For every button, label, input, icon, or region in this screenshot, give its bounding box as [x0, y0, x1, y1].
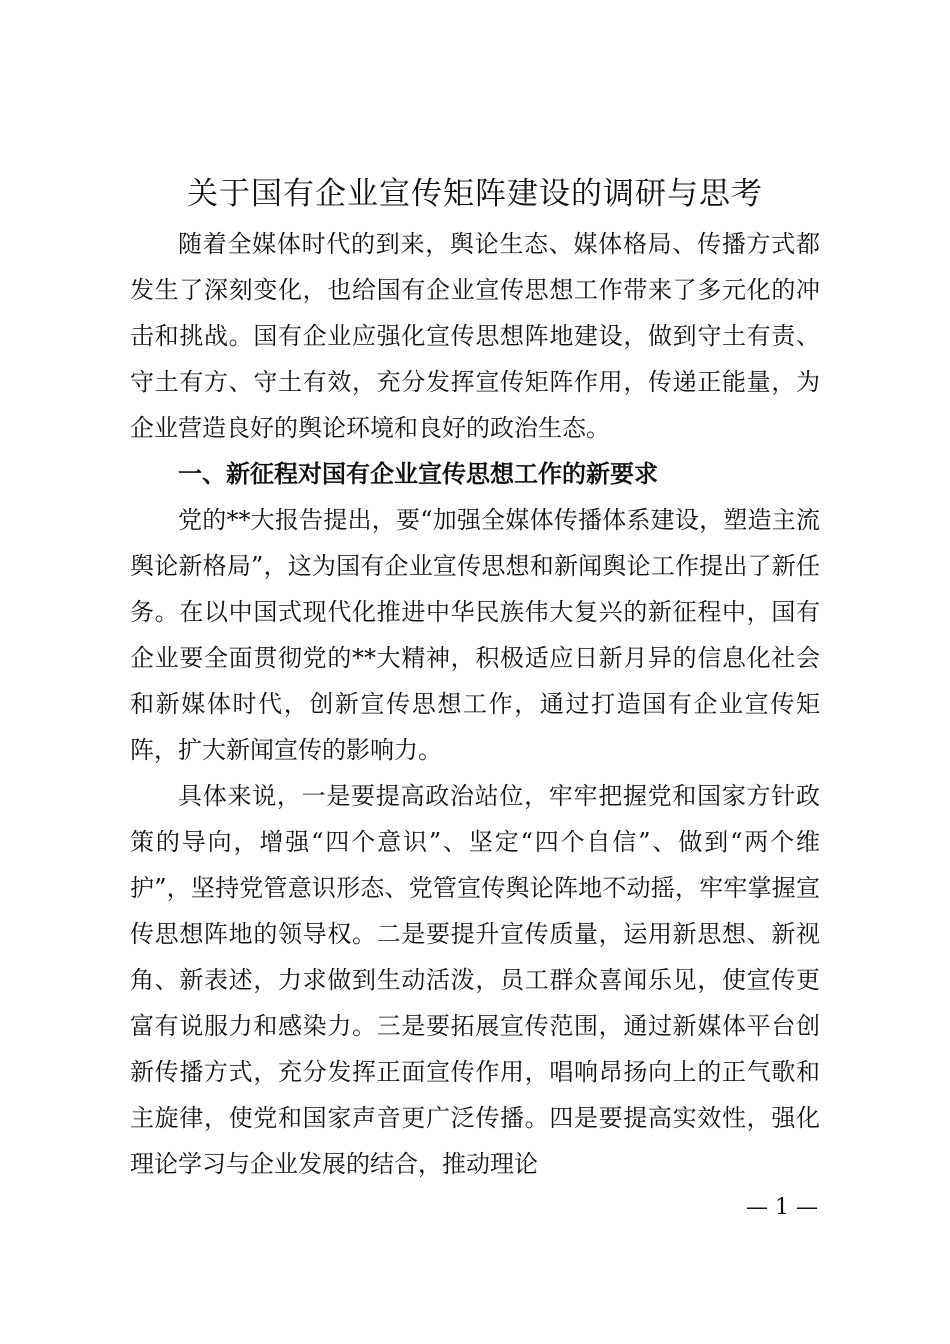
- paragraph-intro: 随着全媒体时代的到来，舆论生态、媒体格局、传播方式都发生了深刻变化，也给国有企业宣传思想工作带来了多元化的冲击和挑战。国有企业应强化宣传思想阵地建设，做到守土有责、守土有方、守土有效，充分发挥宣传矩阵作用，传递正能量，为企业营造良好的舆论环境和良好的政治生态。: [130, 230, 820, 442]
- page-number: — 1 —: [746, 1195, 818, 1220]
- paragraph-report: 党的**大报告提出，要“加强全媒体传播体系建设，塑造主流舆论新格局”，这为国有企业宣传思想和新闻舆论工作提出了新任务。在以中国式现代化推进中华民族伟大复兴的新征程中，国有企业要全面贯彻党的**大精神，积极适应日新月异的信息化社会和新媒体时代，创新宣传思想工作，通过打造国有企业宣传矩阵，扩大新闻宣传的影响力。: [130, 506, 820, 764]
- document-title: 关于国有企业宣传矩阵建设的调研与思考: [187, 176, 763, 212]
- section-heading: 一、新征程对国有企业宣传思想工作的新要求: [178, 460, 658, 488]
- paragraph-specifics: 具体来说，一是要提高政治站位，牢牢把握党和国家方针政策的导向，增强“四个意识”、坚定“四个自信”、做到“两个维护”，坚持党管意识形态、党管宣传舆论阵地不动摇，牢牢掌握宣传思想阵地的领导权。二是要提升宣传质量，运用新思想、新视角、新表述，力求做到生动活泼，员工群众喜闻乐见，使宣传更富有说服力和感染力。三是要拓展宣传范围，通过新媒体平台创新传播方式，充分发挥正面宣传作用，唱响昂扬向上的正气歌和主旋律，使党和国家声音更广泛传播。四是要提高实效性，强化理论学习与企业发展的结合，推动理论: [130, 782, 820, 1178]
